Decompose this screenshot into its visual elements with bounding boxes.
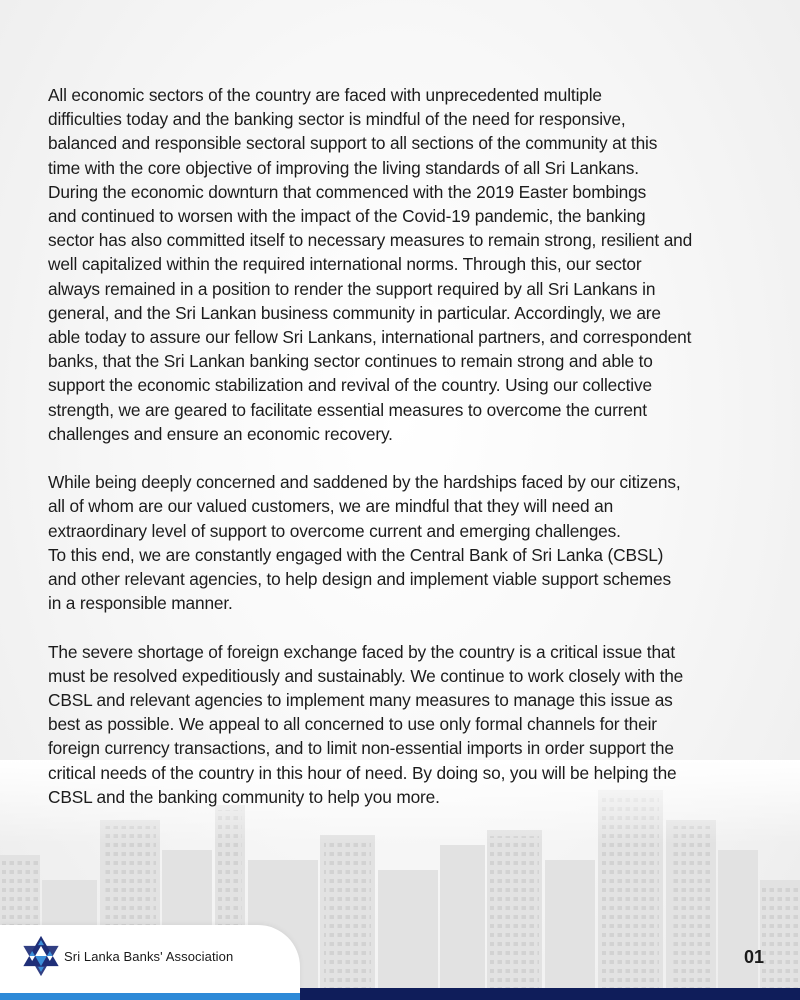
footer-bar [300, 988, 800, 1000]
paragraph: While being deeply concerned and saddened by the hardships faced by our citizens, all of whom are our valued customers, we are mindful that they will need an extraordinary level of support to overcome current and emerging challenges. To this end, we are constantly engaged with the Central Bank of Sri Lanka (CBSL) and other relevant agencies, to help design and implement viable support schemes in a responsible manner. [48, 472, 681, 614]
paragraph: The severe shortage of foreign exchange faced by the country is a critical issue that must be resolved expeditiously and sustainably. We continue to work closely with the CBSL and relevant agencies to implement many measures to manage this issue as best as possible. We appeal to all concerned to use only formal channels for their foreign currency transactions, and to limit non-essential imports in order support the critical needs of the country in this hour of need. By doing so, you will be helping the CBSL and the banking community to help you more. [48, 641, 684, 807]
paragraph: All economic sectors of the country are faced with unprecedented multiple difficulties today and the banking sector is mindful of the need for responsive, balanced and responsible sectoral support to all sections of the community at this time with the core objective of improving the living standards of all Sri Lankans. During the economic downturn that commenced with the 2019 Easter bombings and continued to worsen with the impact of the Covid-19 pandemic, the banking sector has also committed itself to necessary measures to remain strong, resilient and well capitalized within the required international norms. Through this, our sector always remained in a position to render the support required by all Sri Lankans in general, and the Sri Lankan business community in particular. Accordingly, we are able today to assure our fellow Sri Lankans, international partners, and correspondent banks, that the Sri Lankan banking sector continues to remain strong and able to support the economic stabilization and revival of the country. Using our collective strength, we are geared to facilitate essential measures to overcome the current challenges and ensure an economic recovery. [48, 85, 693, 444]
star-of-david-mosaic-icon [20, 934, 62, 978]
footer-accent-bar [0, 993, 300, 1000]
letter-body [48, 83, 756, 833]
page-number: 01 [744, 947, 765, 967]
organization-name: Sri Lanka Banks' Association [64, 949, 234, 964]
